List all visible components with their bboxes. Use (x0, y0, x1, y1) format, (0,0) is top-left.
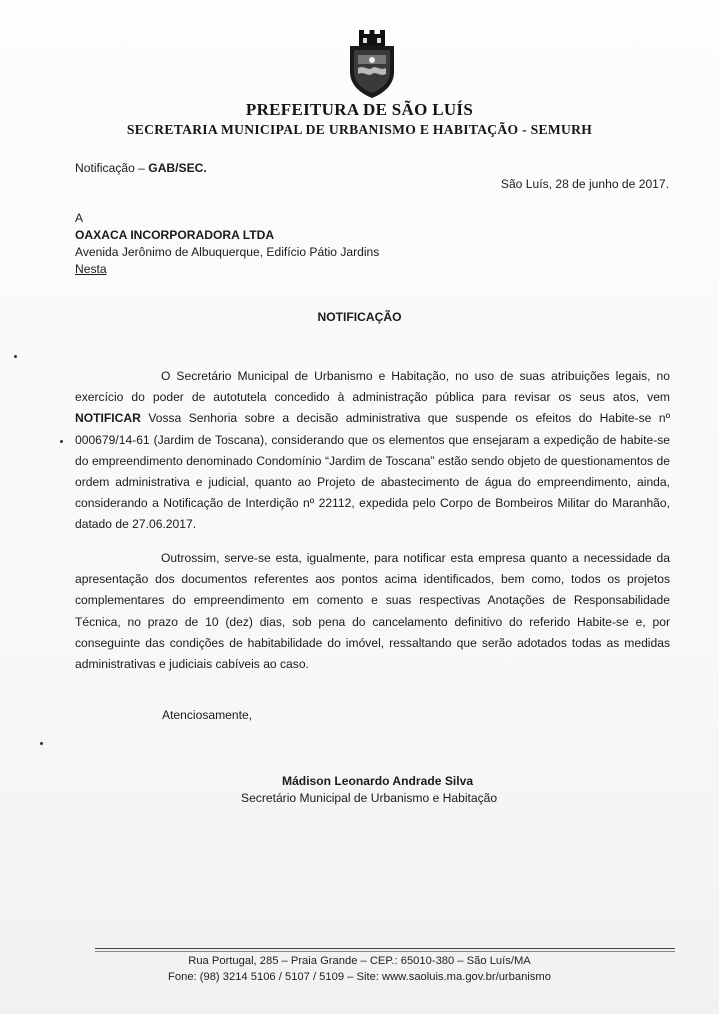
body-paragraph-2: Outrossim, serve-se esta, igualmente, para notificar esta empresa quanto a necessidade da apresentação dos documentos referentes aos pontos acima identificados, bem como, todos os projetos complementares do empreendimento em comento e suas respectivas Anotações de Responsabilidade Técnica, no prazo de 10 (dez) dias, sob pena do cancelamento definitivo do referido Habite-se e, por conseguinte das condições de habitabilidade do imóvel, ressaltando que serão adotados todas as medidas administrativas e judiciais cabíveis ao caso. (75, 551, 670, 672)
coat-of-arms-icon (342, 28, 402, 100)
body-paragraph-1 (75, 366, 670, 536)
footer-divider (95, 948, 675, 949)
closing: Atenciosamente, (162, 708, 253, 722)
signature-role: Secretário Municipal de Urbanismo e Habitação (241, 791, 498, 805)
scan-speck (14, 355, 17, 358)
footer-address: Rua Portugal, 285 – Praia Grande – CEP.: 65010-380 – São Luís/MA (188, 955, 531, 967)
paragraph-1-rest: Vossa Senhoria sobre a decisão administrativa que suspende os efeitos do Habite-se nº 000679/14-61 (Jardim de Toscana), considerando que os elementos que ensejaram a expedição de habite-se do empreendimento denominado Condomínio “Jardim de Toscana” estão sendo objeto de questionamentos de ordem administrativa e judicial, quanto ao Projeto de abastecimento de água do empreendimento, ainda, considerando a Notificação de Interdição nº 22112, expedida pelo Corpo de Bombeiros Militar do Maranhão, datado de 27.06.2017. (75, 411, 670, 532)
notification-code: GAB/SEC. (148, 161, 207, 175)
place-date: São Luís, 28 de junho de 2017. (500, 177, 669, 191)
footer-divider-secondary (95, 951, 675, 952)
scan-speck (40, 742, 43, 745)
header-title: PREFEITURA DE SÃO LUÍS (245, 100, 474, 119)
signature-name: Mádison Leonardo Andrade Silva (282, 774, 474, 788)
recipient-address: Avenida Jerônimo de Albuquerque, Edifício Pátio Jardins (75, 245, 380, 259)
paragraph-1-opening: O Secretário Municipal de Urbanismo e Habitação, no uso de suas atribuições legais, no exercício do poder de autotutela concedido à administração pública para revisar os seus atos, vem (75, 369, 670, 405)
header-subtitle: SECRETARIA MUNICIPAL DE URBANISMO E HABITAÇÃO - SEMURH (126, 122, 593, 137)
recipient-prefix: A (75, 211, 84, 225)
scan-speck (60, 440, 63, 443)
footer-contact: Fone: (98) 3214 5106 / 5107 / 5109 – Site: www.saoluis.ma.gov.br/urbanismo (168, 971, 551, 983)
notification-reference (75, 160, 207, 176)
document-title: NOTIFICAÇÃO (317, 310, 402, 324)
recipient-location: Nesta (75, 262, 107, 276)
notification-label: Notificação – (75, 161, 149, 175)
paragraph-1-emphasis: NOTIFICAR (75, 411, 141, 426)
recipient-company: OAXACA INCORPORADORA LTDA (75, 228, 275, 242)
